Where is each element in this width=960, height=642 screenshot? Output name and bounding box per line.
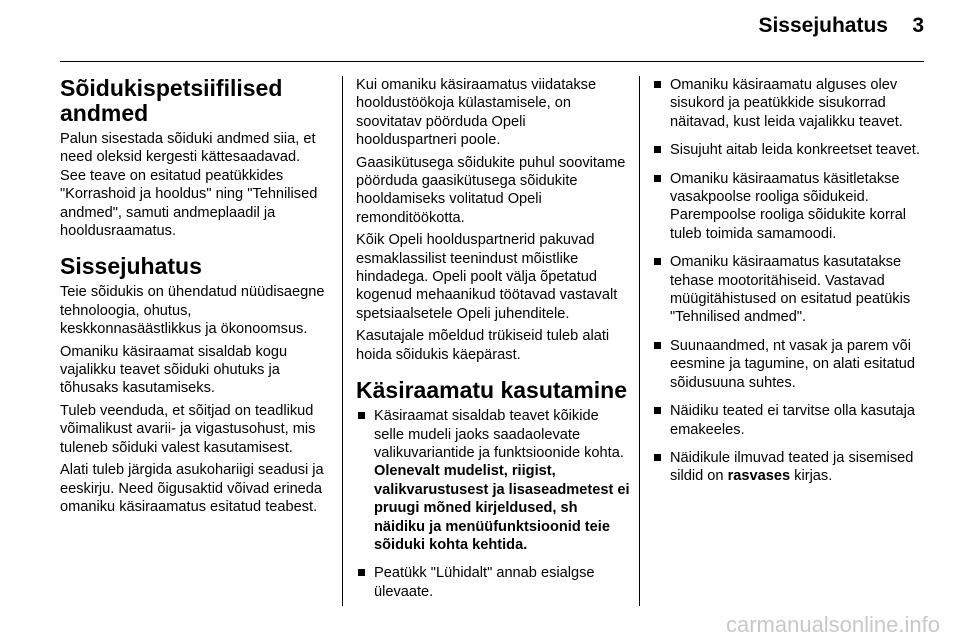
bullet-list xyxy=(356,407,630,601)
list-item-text: Peatükk "Lühidalt" annab esialgse ülevaate. xyxy=(374,565,595,600)
heading-introduction: Sissejuhatus xyxy=(60,253,202,280)
column-3 xyxy=(652,76,926,496)
list-item-text: kirjas. xyxy=(790,468,833,485)
list-item xyxy=(356,407,630,554)
list-item xyxy=(652,141,926,159)
list-item-text: Omaniku käsiraamatus käsitletakse vasakpoolse rooliga sõidukeid. Parempoolse rooliga sõidukite korral tuleb toimida samamoodi. xyxy=(670,170,907,242)
paragraph: Tuleb veenduda, et sõitjad on teadlikud võimalikust avarii- ja vigastusohust, mis tuleneb sõiduki valest kasutamisest. xyxy=(60,402,316,456)
column-divider xyxy=(342,76,343,606)
page-header xyxy=(0,0,960,60)
heading-manual-usage: Käsiraamatu kasutamine xyxy=(356,377,628,404)
header-rule xyxy=(60,61,924,62)
paragraph: Alati tuleb järgida asukohariigi seadusi ja eeskirju. Need õigusaktid võivad erineda omaniku käsiraamatus esitatud teabest. xyxy=(60,462,324,515)
list-item-bold-text: rasvases xyxy=(727,468,791,485)
list-item-text: Sisujuht aitab leida konkreetset teavet. xyxy=(670,142,920,159)
list-item xyxy=(652,76,926,131)
list-item xyxy=(652,402,926,439)
paragraph: Teie sõidukis on ühendatud nüüdisaegne tehnoloogia, ohutus, keskkonnasäästlikkus ja ökonoomsus. xyxy=(60,284,325,338)
list-item-text: Suunaandmed, nt vasak ja parem või eesmine ja tagumine, on alati esitatud sõidusuuna suhtes. xyxy=(670,337,916,391)
list-item-text: Omaniku käsiraamatus kasutatakse tehase mootoritähiseid. Vastavad müügitähistused on esitatud peatükis "Tehnilised andmed". xyxy=(670,254,911,326)
paragraph: Kasutajale mõeldud trükiseid tuleb alati hoida sõidukis käepärast. xyxy=(356,328,610,363)
column-divider xyxy=(639,76,640,606)
paragraph: Kui omaniku käsiraamatus viidatakse hooldustöökoja külastamisele, on soovitatav pöörduda Opeli hoolduspartneri poole. xyxy=(356,77,597,149)
list-item-bold-text: Olenevalt mudelist, riigist, valikvarustusest ja lisaseadmetest ei pruugi mõned kirjeldused, sh näidiku ja menüüfunktsioonid teie sõiduki kohta kehtida. xyxy=(374,463,630,553)
list-item-text: Näidiku teated ei tarvitse olla kasutaja emakeeles. xyxy=(670,403,915,438)
page-number: 3 xyxy=(912,14,924,37)
list-item xyxy=(652,449,926,486)
column-2 xyxy=(356,76,630,611)
watermark: carmanualsonline.info xyxy=(725,612,940,637)
list-item-text: Omaniku käsiraamatu alguses olev sisukord ja peatükkide sisukorrad näitavad, kust leida vajalikku teavet. xyxy=(670,77,903,130)
list-item-text: Käsiraamat sisaldab teavet kõikide selle mudeli jaoks saadaolevate valikuvariantide ja funktsioonide kohta. xyxy=(374,408,624,461)
paragraph: Palun sisestada sõiduki andmed siia, et need oleksid kergesti kättesaadavad. See teave on esitatud peatükkides "Korrashoid ja hooldus" ning "Tehnilised andmed", samuti andmeplaadil ja hooldusraamatus. xyxy=(60,131,318,240)
column-1 xyxy=(60,76,328,520)
list-item xyxy=(652,170,926,244)
list-item xyxy=(652,337,926,392)
bullet-list xyxy=(652,76,926,486)
paragraph: Kõik Opeli hoolduspartnerid pakuvad esmaklassilist teenindust mõistlike hindadega. Opeli poolt välja õpetatud kogenud mehaanikud töötavad vastavalt spetsiaalsetele Opeli juhenditele. xyxy=(356,232,618,322)
heading-vehicle-data: Sõidukispetsiifilised andmed xyxy=(60,75,283,126)
list-item xyxy=(356,564,630,601)
page-title: Sissejuhatus xyxy=(758,14,888,37)
paragraph: Omaniku käsiraamat sisaldab kogu vajalikku teavet sõiduki ohutuks ja tõhusaks kasutamiseks. xyxy=(60,343,288,397)
paragraph: Gaasikütusega sõidukite puhul soovitame pöörduda gaasikütusega sõidukite hooldamiseks volitatud Opeli remonditöökotta. xyxy=(356,154,626,226)
list-item-text: Näidikule ilmuvad teated ja sisemised sildid on xyxy=(670,449,914,485)
list-item xyxy=(652,253,926,327)
